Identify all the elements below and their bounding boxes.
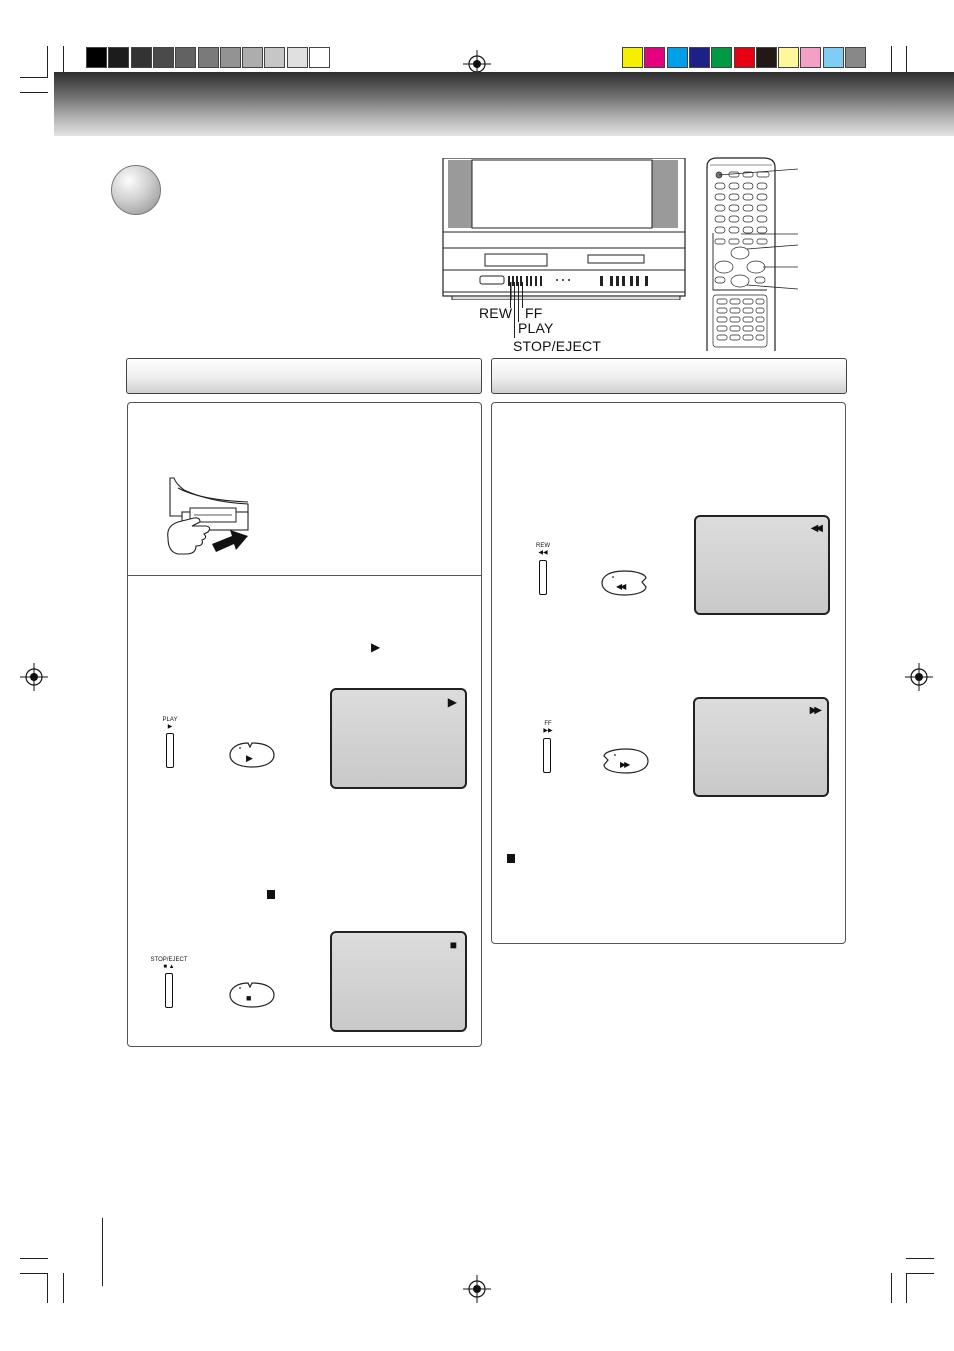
- osd-screen-stop: [330, 931, 467, 1032]
- gray-swatch: [220, 47, 241, 68]
- osd-screen-rew: [694, 515, 830, 615]
- gray-swatch: [153, 47, 174, 68]
- cassette-insertion-illustration: [160, 476, 252, 564]
- vcr-play-button-symbol: ▶: [167, 724, 173, 730]
- crop-mark: [47, 46, 48, 77]
- remote-stop-key-icon[interactable]: [228, 980, 276, 1010]
- leader-line: [518, 282, 519, 322]
- panel-divider: [128, 575, 481, 576]
- remote-ff-key-symbol: ▶▶: [620, 760, 629, 769]
- crop-mark: [20, 1258, 48, 1259]
- right-section-header: [491, 358, 847, 394]
- stop-eject-callout-label: STOP/EJECT: [513, 338, 602, 354]
- stop-symbol-inline: [267, 890, 275, 899]
- vcr-stop-eject-button[interactable]: [165, 973, 173, 1008]
- rew-callout-label: REW: [479, 305, 513, 321]
- color-swatch: [823, 47, 844, 68]
- vcr-ff-button-label: FF: [544, 721, 552, 727]
- header-band: [54, 72, 954, 136]
- leader-line: [522, 282, 523, 308]
- color-swatch: [756, 47, 777, 68]
- gray-swatch: [175, 47, 196, 68]
- registration-mark-icon: [905, 663, 933, 691]
- crop-mark: [906, 1258, 934, 1259]
- gray-swatch: [287, 47, 308, 68]
- registration-mark-icon: [20, 663, 48, 691]
- crop-mark: [47, 1273, 48, 1303]
- crop-mark: [20, 1273, 48, 1274]
- crop-mark: [20, 92, 48, 93]
- remote-rew-key-symbol: ◀◀: [616, 582, 625, 591]
- color-swatch: [734, 47, 755, 68]
- vcr-rew-button-symbol: ◀◀: [538, 550, 548, 556]
- osd-screen-ff: [693, 697, 829, 797]
- vcr-stop-eject-button-symbol: ■ ▲: [163, 964, 175, 970]
- play-symbol-inline: ▶: [371, 640, 381, 654]
- osd-stop-symbol: ■: [449, 938, 457, 952]
- color-swatch: [778, 47, 799, 68]
- crop-mark: [63, 1273, 64, 1303]
- crop-mark: [20, 77, 48, 78]
- vcr-ff-button-symbol: ▶▶: [543, 728, 553, 734]
- color-swatch: [667, 47, 688, 68]
- ff-callout-label: FF: [525, 305, 543, 321]
- gray-swatch: [131, 47, 152, 68]
- color-swatch: [845, 47, 866, 68]
- gray-swatch: [242, 47, 263, 68]
- left-section-header: [126, 358, 482, 394]
- crop-mark: [891, 1273, 892, 1303]
- vcr-stop-eject-button-label: STOP/EJECT: [150, 957, 188, 963]
- gray-swatch: [264, 47, 285, 68]
- gray-swatch: [108, 47, 129, 68]
- color-swatch: [622, 47, 643, 68]
- osd-ff-symbol: ▶▶: [809, 705, 819, 716]
- vcr-rew-button[interactable]: [539, 560, 547, 595]
- registration-mark-icon: [463, 1275, 491, 1303]
- remote-stop-key-symbol: ■: [246, 993, 252, 1003]
- remote-control-illustration: [703, 155, 803, 351]
- page-edge-line: [102, 1218, 103, 1286]
- color-swatch: [689, 47, 710, 68]
- vcr-play-button[interactable]: [166, 733, 174, 768]
- color-swatch: [711, 47, 732, 68]
- section-bullet-icon: [111, 165, 161, 215]
- crop-mark: [906, 1273, 934, 1274]
- leader-line: [514, 282, 515, 338]
- remote-rew-key-icon[interactable]: [600, 568, 650, 598]
- remote-play-key-symbol: ▶: [246, 753, 253, 763]
- color-swatch: [644, 47, 665, 68]
- vcr-play-button-label: PLAY: [162, 717, 178, 723]
- vcr-rew-button-label: REW: [536, 543, 550, 549]
- osd-screen-play: [330, 688, 467, 789]
- tv-vcr-front-illustration: [440, 158, 690, 300]
- osd-play-symbol: ▶: [447, 695, 457, 709]
- osd-rew-symbol: ◀◀: [810, 523, 820, 534]
- gray-swatch: [86, 47, 107, 68]
- stop-symbol-inline-right: [507, 854, 515, 863]
- gray-swatch: [198, 47, 219, 68]
- play-callout-label: PLAY: [518, 320, 554, 336]
- color-swatch: [800, 47, 821, 68]
- gray-swatch: [309, 47, 330, 68]
- crop-mark: [906, 1273, 907, 1303]
- rewind-fastforward-panel: [491, 402, 846, 944]
- vcr-ff-button[interactable]: [543, 738, 551, 773]
